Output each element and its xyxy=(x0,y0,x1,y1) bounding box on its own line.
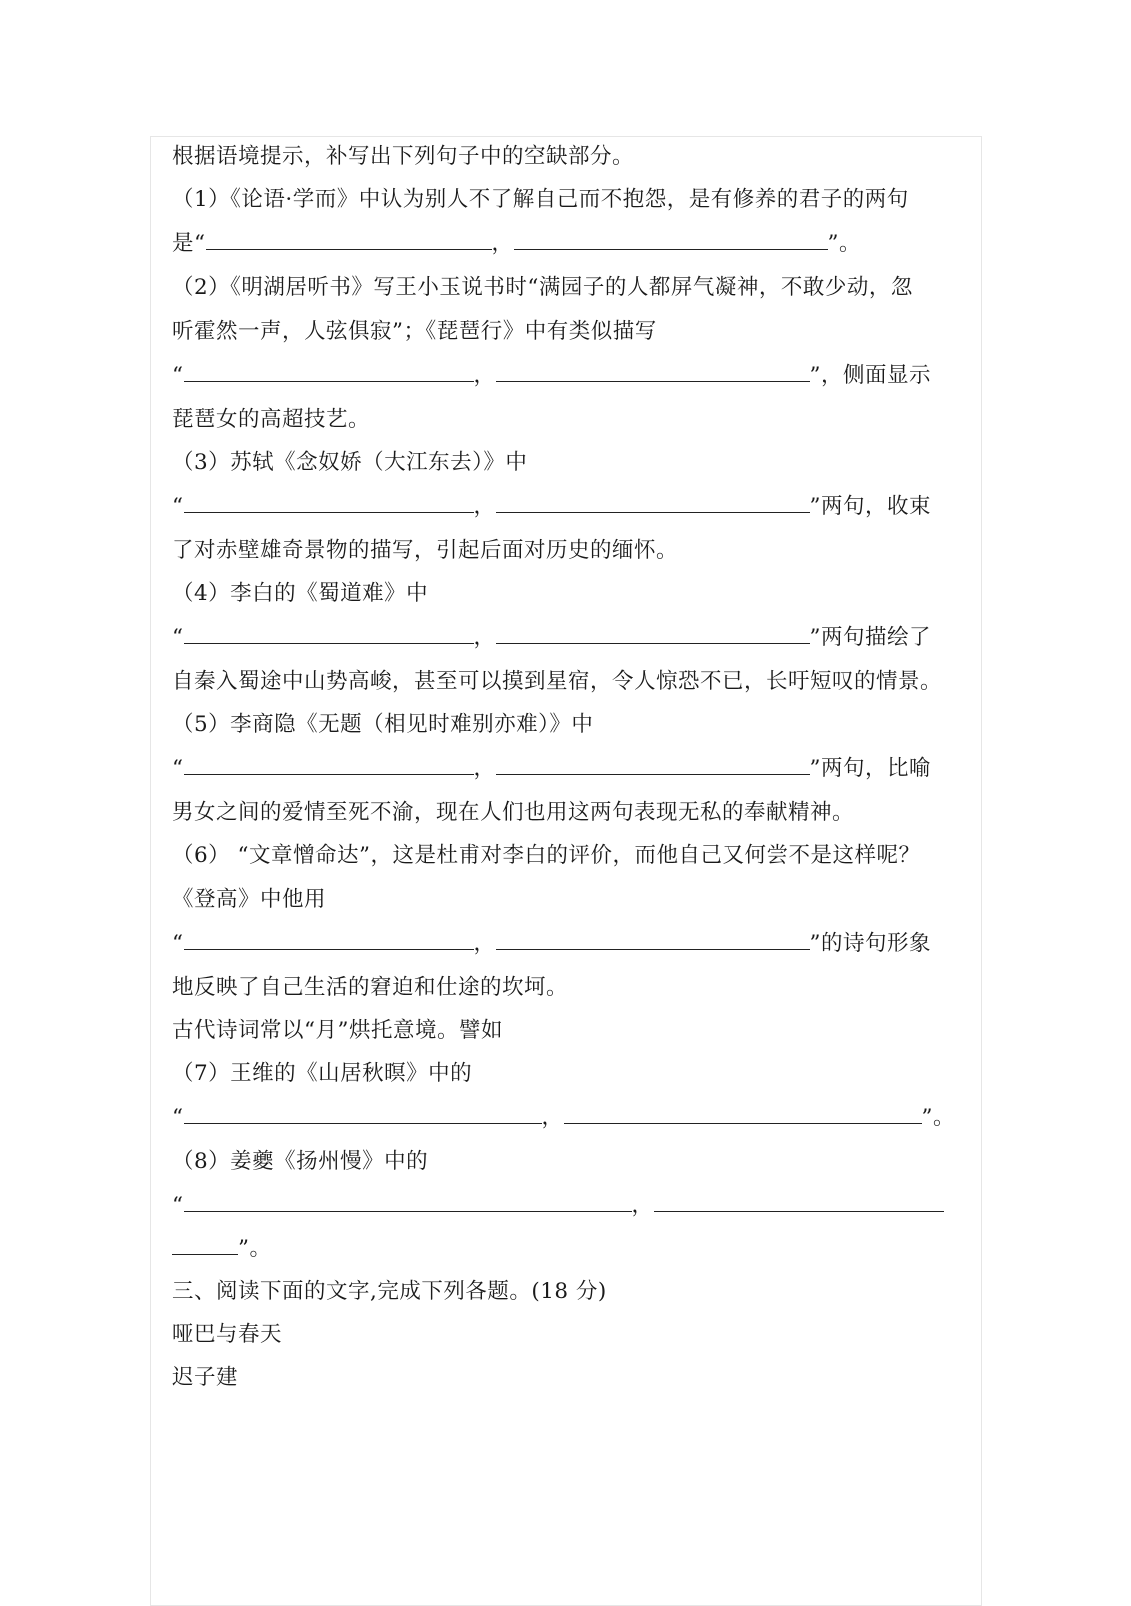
question-4-text: （4）李白的《蜀道难》中 xyxy=(172,581,429,606)
close-quote-text: ”。 xyxy=(238,1236,272,1261)
close-quote-text: ”，侧面显示 xyxy=(809,363,932,388)
moon-intro-text: 古代诗词常以“月”烘托意境。譬如 xyxy=(172,1018,503,1043)
question-7-answer-line xyxy=(172,1103,955,1133)
answer-blank-8b-cont[interactable] xyxy=(172,1234,238,1255)
answer-blank-1a[interactable] xyxy=(206,229,492,250)
question-1-text: （1）《论语·学而》中认为别人不了解自己而不抱怨，是有修养的君子的两句 xyxy=(172,187,909,212)
answer-blank-1b[interactable] xyxy=(514,229,828,250)
open-quote: “ xyxy=(172,1105,184,1130)
answer-blank-3b[interactable] xyxy=(496,492,810,513)
question-1-answer-line xyxy=(172,229,861,259)
question-4-text-end: 自秦入蜀途中山势高峻，甚至可以摸到星宿，令人惊恐不已，长吁短叹的情景。 xyxy=(172,669,943,694)
open-quote: “ xyxy=(172,756,184,781)
answer-blank-2b[interactable] xyxy=(496,361,810,382)
article-author: 迟子建 xyxy=(172,1365,239,1390)
open-quote: 是“ xyxy=(172,231,206,256)
open-quote: “ xyxy=(172,1193,184,1218)
separator: ， xyxy=(473,931,496,956)
open-quote: “ xyxy=(172,363,184,388)
answer-blank-3a[interactable] xyxy=(184,492,474,513)
close-quote-text: ”。 xyxy=(921,1105,956,1130)
question-2-answer-line xyxy=(172,361,931,391)
close-quote-text: ”的诗句形象 xyxy=(809,931,932,956)
question-5-text: （5）李商隐《无题（相见时难别亦难）》中 xyxy=(172,712,594,737)
question-5-answer-line xyxy=(172,754,931,784)
answer-blank-7a[interactable] xyxy=(184,1103,542,1124)
close-quote-text: ”两句，收束 xyxy=(809,494,932,519)
close-quote: ”。 xyxy=(827,231,862,256)
separator: ， xyxy=(631,1193,654,1218)
question-6-answer-line xyxy=(172,929,931,959)
separator: ， xyxy=(491,231,514,256)
question-2-text: （2）《明湖居听书》写王小玉说书时“满园子的人都屏气凝神，不敢少动，忽 xyxy=(172,275,913,300)
answer-blank-4a[interactable] xyxy=(184,623,474,644)
question-3-text-end: 了对赤壁雄奇景物的描写，引起后面对历史的缅怀。 xyxy=(172,538,679,563)
open-quote: “ xyxy=(172,931,184,956)
close-quote-text: ”两句，比喻 xyxy=(809,756,932,781)
question-7-text: （7）王维的《山居秋暝》中的 xyxy=(172,1061,473,1086)
question-6-text: （6） “文章憎命达”，这是杜甫对李白的评价，而他自己又何尝不是这样呢？ xyxy=(172,843,921,868)
separator: ， xyxy=(473,756,496,781)
article-title: 哑巴与春天 xyxy=(172,1322,283,1347)
question-2-text-cont: 听霍然一声，人弦俱寂”；《琵琶行》中有类似描写 xyxy=(172,319,657,344)
answer-blank-7b[interactable] xyxy=(564,1103,922,1124)
separator: ， xyxy=(541,1105,564,1130)
question-5-text-end: 男女之间的爱情至死不渝，现在人们也用这两句表现无私的奉献精神。 xyxy=(172,800,855,825)
answer-blank-8a[interactable] xyxy=(184,1191,632,1212)
separator: ， xyxy=(473,494,496,519)
instruction-text: 根据语境提示，补写出下列句子中的空缺部分。 xyxy=(172,144,635,169)
question-8-answer-line-cont xyxy=(172,1234,272,1264)
separator: ， xyxy=(473,625,496,650)
answer-blank-5a[interactable] xyxy=(184,754,474,775)
question-6-text-end: 地反映了自己生活的窘迫和仕途的坎坷。 xyxy=(172,975,569,1000)
answer-blank-6b[interactable] xyxy=(496,929,810,950)
question-6-text-cont: 《登高》中他用 xyxy=(172,887,327,912)
open-quote: “ xyxy=(172,625,184,650)
section-3-heading: 三、阅读下面的文字,完成下列各题。(18 分) xyxy=(172,1279,607,1304)
question-4-answer-line xyxy=(172,623,931,653)
open-quote: “ xyxy=(172,494,184,519)
question-3-answer-line xyxy=(172,492,931,522)
answer-blank-2a[interactable] xyxy=(184,361,474,382)
question-2-text-end: 琵琶女的高超技艺。 xyxy=(172,407,371,432)
answer-blank-4b[interactable] xyxy=(496,623,810,644)
question-8-text: （8）姜夔《扬州慢》中的 xyxy=(172,1149,429,1174)
close-quote-text: ”两句描绘了 xyxy=(809,625,932,650)
question-8-answer-line xyxy=(172,1191,944,1221)
answer-blank-8b[interactable] xyxy=(654,1191,944,1212)
page-frame xyxy=(150,136,982,1606)
question-3-text: （3）苏轼《念奴娇（大江东去）》中 xyxy=(172,450,528,475)
answer-blank-6a[interactable] xyxy=(184,929,474,950)
answer-blank-5b[interactable] xyxy=(496,754,810,775)
separator: ， xyxy=(473,363,496,388)
